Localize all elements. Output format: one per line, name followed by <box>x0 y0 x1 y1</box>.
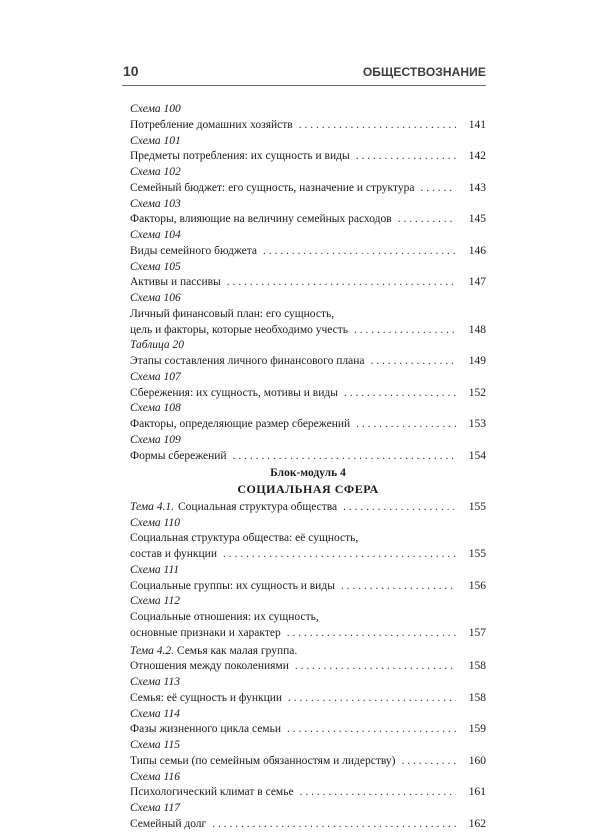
toc-page-number: 158 <box>468 660 486 673</box>
leader-dots <box>223 547 456 563</box>
toc-caption: Схема 113 <box>130 676 180 688</box>
toc-caption: Схема 116 <box>130 770 180 783</box>
toc-entry[interactable] <box>130 417 486 433</box>
leader-dots <box>233 449 456 465</box>
toc-entry-title: Психологический климат в семье <box>130 786 294 799</box>
toc-caption: Схема 106 <box>130 292 181 304</box>
toc-page-number: 141 <box>468 118 486 131</box>
topic-title: Социальная структура общества <box>178 500 338 513</box>
toc-entry[interactable] <box>130 785 486 801</box>
toc-entry-title: Семейный бюджет: его сущность, назначение и структура <box>130 181 415 194</box>
toc-entry-title: Активы и пассивы <box>130 276 221 289</box>
leader-dots <box>295 659 456 675</box>
leader-dots <box>227 275 456 291</box>
leader-dots <box>356 149 456 165</box>
toc-page-number: 147 <box>468 276 486 289</box>
toc-entry[interactable] <box>130 754 486 770</box>
toc-entry[interactable] <box>130 275 486 291</box>
toc-entry-title: Факторы, влияющие на величину семейных расходов <box>130 213 392 226</box>
toc-page-number: 152 <box>468 386 486 399</box>
topic-subtitle: Отношения между поколениями <box>130 660 289 673</box>
leader-dots <box>398 212 456 228</box>
toc-entry[interactable] <box>130 386 486 402</box>
toc-page-number: 156 <box>468 579 486 592</box>
toc-caption: Схема 101 <box>130 134 181 147</box>
toc-page-number: 148 <box>468 323 486 336</box>
toc-caption: Схема 104 <box>130 229 181 241</box>
topic-title: Семья как малая группа. <box>176 644 298 657</box>
toc-entry[interactable] <box>130 118 486 134</box>
toc-page-number: 154 <box>468 449 486 462</box>
toc-entry-title-line1[interactable]: Социальная структура общества: её сущность, <box>130 532 359 545</box>
toc-page-number: 145 <box>468 213 486 226</box>
toc-caption: Схема 103 <box>130 197 181 210</box>
toc-page-number: 146 <box>468 244 486 257</box>
toc-page-number: 155 <box>468 548 486 560</box>
leader-dots <box>212 817 456 833</box>
toc-caption: Схема 117 <box>130 802 180 814</box>
toc-entry-title: Социальные группы: их сущность и виды <box>130 579 335 592</box>
toc-entry[interactable] <box>130 722 486 738</box>
toc-entry[interactable] <box>130 323 486 339</box>
leader-dots <box>356 417 456 433</box>
leader-dots <box>371 354 457 370</box>
toc-topic-heading[interactable] <box>130 644 486 660</box>
toc-entry[interactable] <box>130 626 486 642</box>
toc-topic-entry[interactable] <box>130 659 486 675</box>
toc-page-number: 149 <box>468 355 486 367</box>
leader-dots <box>287 722 456 738</box>
toc-entry-title: Потребление домашних хозяйств <box>130 118 293 131</box>
toc-entry-title: Формы сбережений <box>130 449 227 462</box>
toc-caption: Схема 114 <box>130 707 180 720</box>
header-rule <box>122 85 486 86</box>
leader-dots <box>341 579 456 595</box>
toc-caption: Схема 108 <box>130 402 181 415</box>
leader-dots <box>344 386 456 402</box>
toc-entry[interactable] <box>130 354 486 370</box>
toc-caption: Схема 109 <box>130 433 181 446</box>
toc-topic-entry[interactable] <box>130 500 486 516</box>
toc-page-number: 143 <box>468 181 486 194</box>
toc-entry-title-line1[interactable]: Личный финансовый план: его сущность, <box>130 307 335 320</box>
toc-entry-title: Семейный долг <box>130 817 207 830</box>
leader-dots <box>300 785 456 801</box>
leader-dots <box>287 626 456 642</box>
topic-label: Тема 4.1. <box>130 500 175 513</box>
toc-caption: Схема 112 <box>130 595 180 608</box>
toc-caption: Схема 107 <box>130 370 181 383</box>
page-number: 10 <box>123 63 139 79</box>
toc-caption: Схема 115 <box>130 739 180 751</box>
toc-entry-title: Предметы потребления: их сущность и виды <box>130 150 350 163</box>
toc-entry-title-line1[interactable]: Социальные отношения: их сущность, <box>130 611 319 623</box>
toc-entry[interactable] <box>130 449 486 465</box>
toc-caption: Схема 105 <box>130 260 181 273</box>
toc-page-number: 162 <box>468 817 486 830</box>
toc-page-number: 158 <box>468 691 486 704</box>
leader-dots <box>263 244 456 260</box>
toc-entry-title: Типы семьи (по семейным обязанностям и лидерству) <box>130 754 396 767</box>
leader-dots <box>401 754 456 770</box>
section-title: СОЦИАЛЬНАЯ СФЕРА <box>237 482 379 496</box>
leader-dots <box>288 691 456 707</box>
toc-entry[interactable] <box>130 817 486 833</box>
toc-entry[interactable] <box>130 181 486 197</box>
toc-entry[interactable] <box>130 149 486 165</box>
toc-caption: Схема 110 <box>130 516 180 529</box>
topic-label: Тема 4.2. <box>130 644 175 657</box>
toc-page-number: 160 <box>468 754 486 767</box>
toc-entry[interactable] <box>130 691 486 707</box>
toc-page-number: 157 <box>468 626 486 639</box>
toc-caption: Схема 111 <box>130 563 180 576</box>
leader-dots <box>299 118 456 134</box>
toc-entry-title: Фазы жизненного цикла семьи <box>130 723 281 736</box>
toc-entry[interactable] <box>130 579 486 595</box>
toc-caption: Схема 100 <box>130 103 181 115</box>
toc-entry-title: Сбережения: их сущность, мотивы и виды <box>130 386 338 399</box>
leader-dots <box>354 323 456 339</box>
toc-entry-title: Этапы составления личного финансового плана <box>130 355 365 367</box>
running-title: ОБЩЕСТВОЗНАНИЕ <box>362 65 486 79</box>
toc-entry-title: Виды семейного бюджета <box>130 244 257 257</box>
toc-page-number: 159 <box>468 723 486 736</box>
toc-entry-title: Семья: её сущность и функции <box>130 691 283 704</box>
toc-entry[interactable] <box>130 244 486 260</box>
toc-entry-title: Факторы, определяющие размер сбережений <box>130 418 351 430</box>
toc-page-number: 161 <box>468 786 486 799</box>
toc-entry[interactable] <box>130 547 486 563</box>
toc-page-number: 155 <box>468 500 486 513</box>
toc-entry-title: основные признаки и характер <box>130 626 281 639</box>
toc-page-number: 142 <box>468 150 486 163</box>
leader-dots <box>420 181 456 197</box>
toc-caption: Таблица 20 <box>130 339 185 352</box>
toc-page-number: 153 <box>468 418 486 430</box>
toc-caption: Схема 102 <box>130 166 181 178</box>
toc-entry-title: цель и факторы, которые необходимо учесть <box>130 323 349 336</box>
leader-dots <box>343 500 456 516</box>
table-of-contents <box>130 102 486 833</box>
block-module-label: Блок-модуль 4 <box>270 467 346 480</box>
toc-entry-title: состав и функции <box>130 548 217 560</box>
toc-entry[interactable] <box>130 212 486 228</box>
